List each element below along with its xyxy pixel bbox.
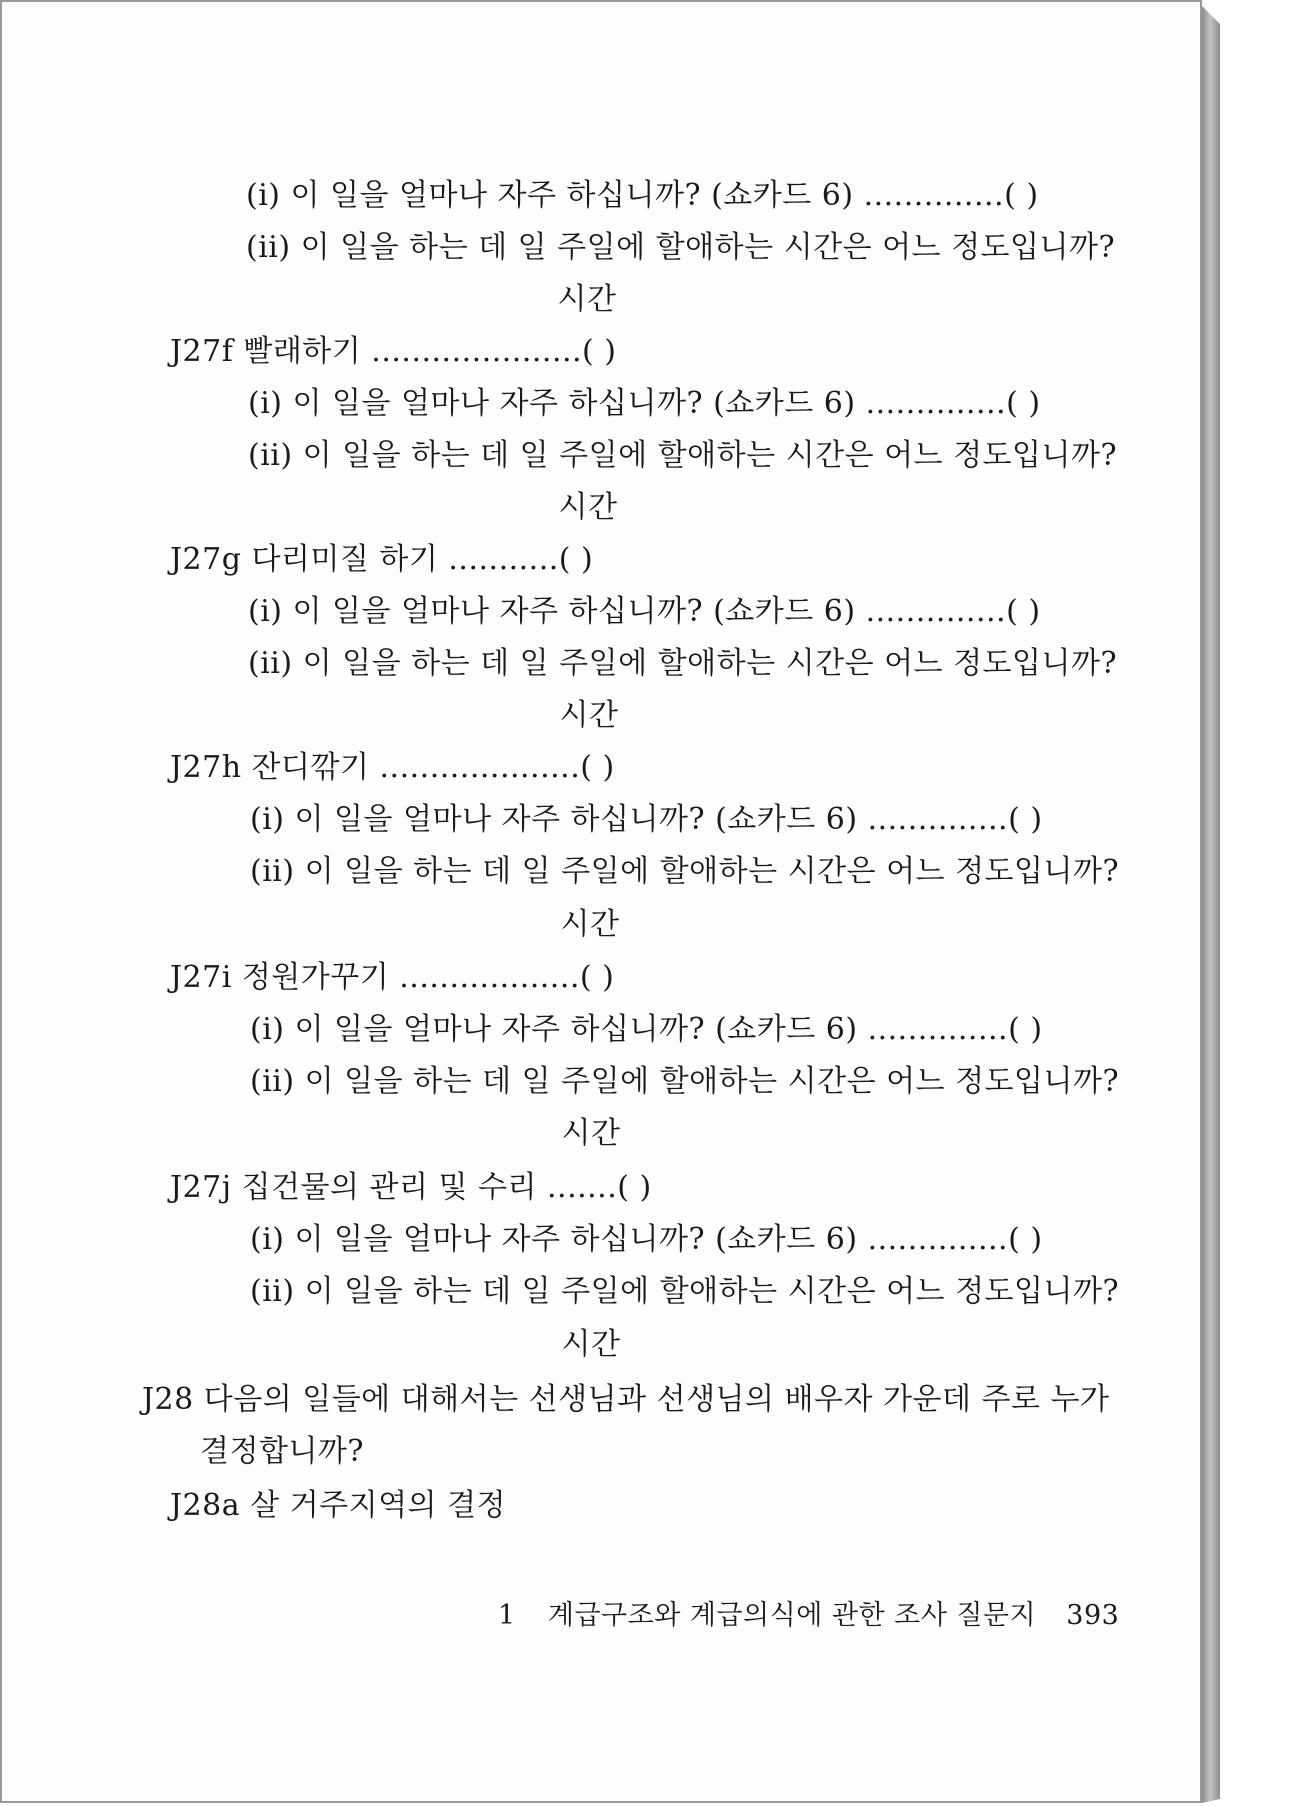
running-title: 계급구조와 계급의식에 관한 조사 질문지: [547, 1600, 1037, 1631]
hours-question: (ii) 이 일을 하는 데 일 주일에 할애하는 시간은 어느 정도입니까?: [248, 438, 1118, 473]
hours-question: (ii) 이 일을 하는 데 일 주일에 할애하는 시간은 어느 정도입니까?: [250, 1064, 1120, 1099]
item-j27j: J27j 집건물의 관리 및 수리 .......( ): [170, 1170, 652, 1205]
hours-question: (ii) 이 일을 하는 데 일 주일에 할애하는 시간은 어느 정도입니까?: [250, 1274, 1120, 1309]
hours-unit-label: 시간: [557, 282, 617, 317]
item-j27g: J27g 다리미질 하기 ...........( ): [170, 542, 594, 577]
frequency-question: (i) 이 일을 얼마나 자주 하십니까? (쇼카드 6) ..............( ): [248, 386, 1041, 421]
frequency-question: (i) 이 일을 얼마나 자주 하십니까? (쇼카드 6) ..............( ): [248, 594, 1041, 629]
hours-unit-label: 시간: [561, 1327, 621, 1362]
hours-unit-label: 시간: [559, 698, 619, 733]
hours-question: (ii) 이 일을 하는 데 일 주일에 할애하는 시간은 어느 정도입니까?: [246, 230, 1116, 265]
hours-question: (ii) 이 일을 하는 데 일 주일에 할애하는 시간은 어느 정도입니까?: [250, 854, 1120, 889]
page-edge-shadow: [1202, 6, 1220, 1803]
page-number: 393: [1066, 1600, 1120, 1631]
frequency-question: (i) 이 일을 얼마나 자주 하십니까? (쇼카드 6) ..............( ): [250, 1012, 1043, 1047]
page-footer: [498, 1598, 1119, 1634]
question-j28-continuation: 결정합니까?: [200, 1434, 364, 1469]
hours-question: (ii) 이 일을 하는 데 일 주일에 할애하는 시간은 어느 정도입니까?: [248, 646, 1118, 681]
hours-unit-label: 시간: [561, 1116, 621, 1151]
item-j27f: J27f 빨래하기 .....................( ): [170, 334, 617, 369]
item-j27i: J27i 정원가꾸기 ..................( ): [170, 960, 615, 995]
item-j28a: J28a 살 거주지역의 결정: [170, 1488, 507, 1523]
chapter-number: 1: [498, 1600, 516, 1631]
frequency-question: (i) 이 일을 얼마나 자주 하십니까? (쇼카드 6) ..............( ): [250, 1222, 1043, 1257]
hours-unit-label: 시간: [558, 490, 618, 525]
frequency-question: (i) 이 일을 얼마나 자주 하십니까? (쇼카드 6) ..............( ): [246, 178, 1039, 213]
question-j28: J28 다음의 일들에 대해서는 선생님과 선생님의 배우자 가운데 주로 누가: [142, 1382, 1110, 1417]
frequency-question: (i) 이 일을 얼마나 자주 하십니까? (쇼카드 6) ..............( ): [250, 802, 1043, 837]
hours-unit-label: 시간: [560, 907, 620, 942]
item-j27h: J27h 잔디깎기 ....................( ): [170, 750, 615, 785]
